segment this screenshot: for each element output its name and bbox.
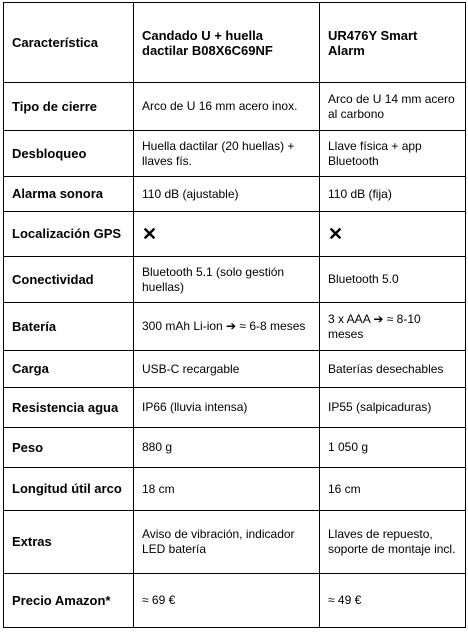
table-row — [4, 351, 466, 388]
table-row — [4, 303, 466, 351]
product-b-cell: IP55 (salpicaduras) — [320, 388, 466, 428]
product-b-cell: Bluetooth 5.0 — [320, 257, 466, 303]
product-b-cell: 1 050 g — [320, 428, 466, 468]
product-a-cell: 880 g — [134, 428, 320, 468]
product-b-cell: Arco de U 14 mm acero al carbono — [320, 83, 466, 131]
product-b-cell: Baterías desechables — [320, 351, 466, 388]
table-row — [4, 574, 466, 628]
header-feature-cell: Característica — [4, 3, 134, 83]
feature-cell: Carga — [4, 351, 134, 388]
table-row — [4, 177, 466, 212]
table-row — [4, 428, 466, 468]
product-a-cell: Aviso de vibración, indicador LED batería — [134, 511, 320, 574]
feature-cell: Longitud útil arco — [4, 468, 134, 511]
feature-cell: Extras — [4, 511, 134, 574]
product-a-cell: 18 cm — [134, 468, 320, 511]
product-a-cell: Bluetooth 5.1 (solo gestión huellas) — [134, 257, 320, 303]
table-row — [4, 388, 466, 428]
feature-cell: Conectividad — [4, 257, 134, 303]
feature-cell: Peso — [4, 428, 134, 468]
cross-mark-icon: ✕ — [142, 223, 158, 244]
product-a-cell: Arco de U 16 mm acero inox. — [134, 83, 320, 131]
table-header-row — [4, 3, 466, 83]
product-a-cell: 110 dB (ajustable) — [134, 177, 320, 212]
feature-cell: Precio Amazon* — [4, 574, 134, 628]
feature-cell: Localización GPS — [4, 212, 134, 257]
product-b-cell: 110 dB (fija) — [320, 177, 466, 212]
product-a-cell: USB-C recargable — [134, 351, 320, 388]
comparison-table — [3, 2, 466, 628]
feature-cell: Alarma sonora — [4, 177, 134, 212]
table-row — [4, 131, 466, 177]
table-row — [4, 83, 466, 131]
product-b-cell: ≈ 49 € — [320, 574, 466, 628]
feature-cell: Desbloqueo — [4, 131, 134, 177]
product-b-cell: 3 x AAA ➔ ≈ 8-10 meses — [320, 303, 466, 351]
product-a-cell: IP66 (lluvia intensa) — [134, 388, 320, 428]
feature-cell: Resistencia agua — [4, 388, 134, 428]
product-b-cell — [320, 212, 466, 257]
product-a-cell: Huella dactilar (20 huellas) + llaves fís. — [134, 131, 320, 177]
product-a-cell — [134, 212, 320, 257]
product-a-cell: ≈ 69 € — [134, 574, 320, 628]
table-row — [4, 212, 466, 257]
table-row — [4, 257, 466, 303]
header-product-b-cell: UR476Y Smart Alarm — [320, 3, 466, 83]
table-row — [4, 468, 466, 511]
header-product-a-cell: Candado U + huella dactilar B08X6C69NF — [134, 3, 320, 83]
product-b-cell: 16 cm — [320, 468, 466, 511]
product-a-cell: 300 mAh Li-ion ➔ ≈ 6-8 meses — [134, 303, 320, 351]
product-b-cell: Llaves de repuesto, soporte de montaje incl. — [320, 511, 466, 574]
feature-cell: Tipo de cierre — [4, 83, 134, 131]
cross-mark-icon: ✕ — [328, 223, 344, 244]
product-b-cell: Llave física + app Bluetooth — [320, 131, 466, 177]
feature-cell: Batería — [4, 303, 134, 351]
table-row — [4, 511, 466, 574]
